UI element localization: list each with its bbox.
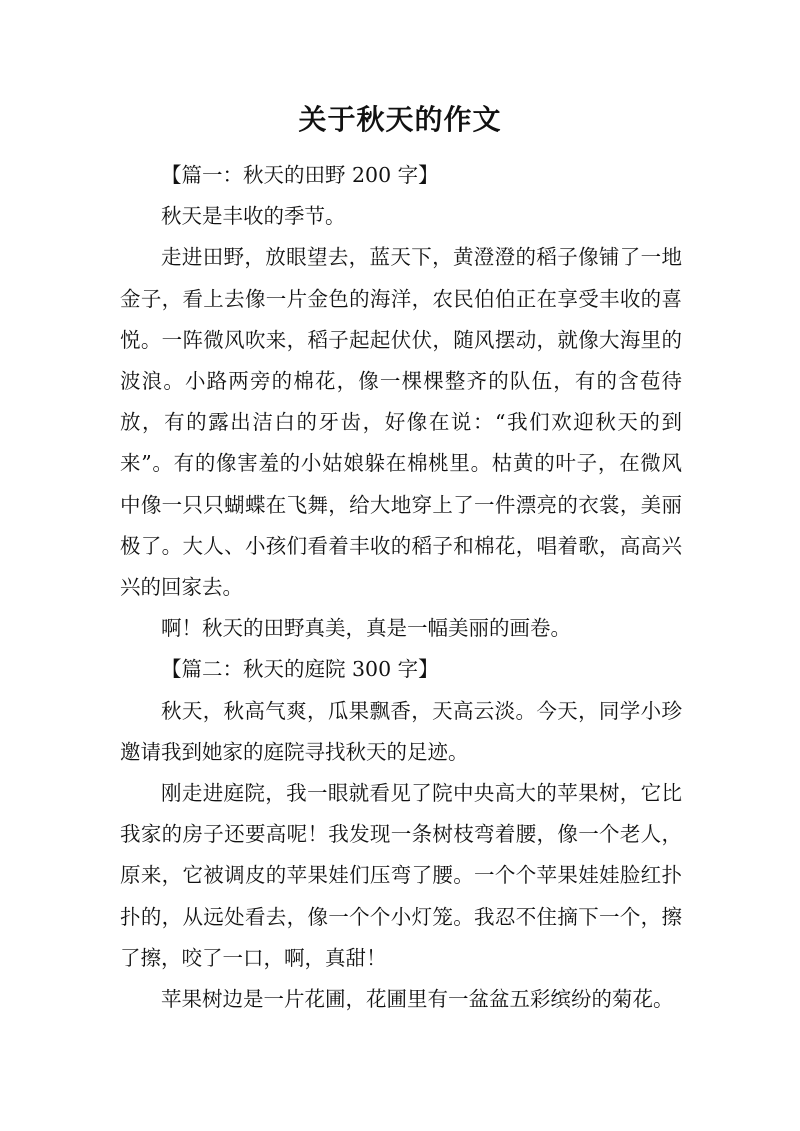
paragraph: 走进田野，放眼望去，蓝天下，黄澄澄的稻子像铺了一地金子，看上去像一片金色的海洋，农民伯伯正在享受丰收的喜悦。一阵微风吹来，稻子起起伏伏，随风摆动，就像大海里的波浪。小路两旁的棉花，像一棵棵整齐的队伍，有的含苞待放，有的露出洁白的牙齿，好像在说：“我们欢迎秋天的到来”。有的像害羞的小姑娘躲在棉桃里。枯黄的叶子，在微风中像一只只蝴蝶在飞舞，给大地穿上了一件漂亮的衣裳，美丽极了。大人、小孩们看着丰收的稻子和棉花，唱着歌，高高兴兴的回家去。 (120, 245, 682, 600)
section-heading-2: 【篇二：秋天的庭院 300 字】 (161, 657, 439, 682)
section-heading-1: 【篇一：秋天的田野 200 字】 (161, 163, 439, 187)
paragraph: 秋天是丰收的季节。 (161, 204, 346, 229)
paragraph: 啊！秋天的田野真美，真是一幅美丽的画卷。 (161, 616, 571, 641)
document-body (120, 155, 682, 1020)
paragraph: 秋天，秋高气爽，瓜果飘香，天高云淡。今天，同学小珍邀请我到她家的庭院寻找秋天的足迹。 (120, 698, 682, 764)
document-title: 关于秋天的作文 (298, 103, 502, 136)
paragraph: 苹果树边是一片花圃，花圃里有一盆盆五彩缤纷的菊花。 (161, 987, 674, 1012)
paragraph: 刚走进庭院，我一眼就看见了院中央高大的苹果树，它比我家的房子还要高呢！我发现一条树枝弯着腰，像一个老人，原来，它被调皮的苹果娃们压弯了腰。一个个苹果娃娃脸红扑扑的，从远处看去，像一个个小灯笼。我忍不住摘下一个，擦了擦，咬了一口，啊，真甜！ (120, 781, 682, 970)
